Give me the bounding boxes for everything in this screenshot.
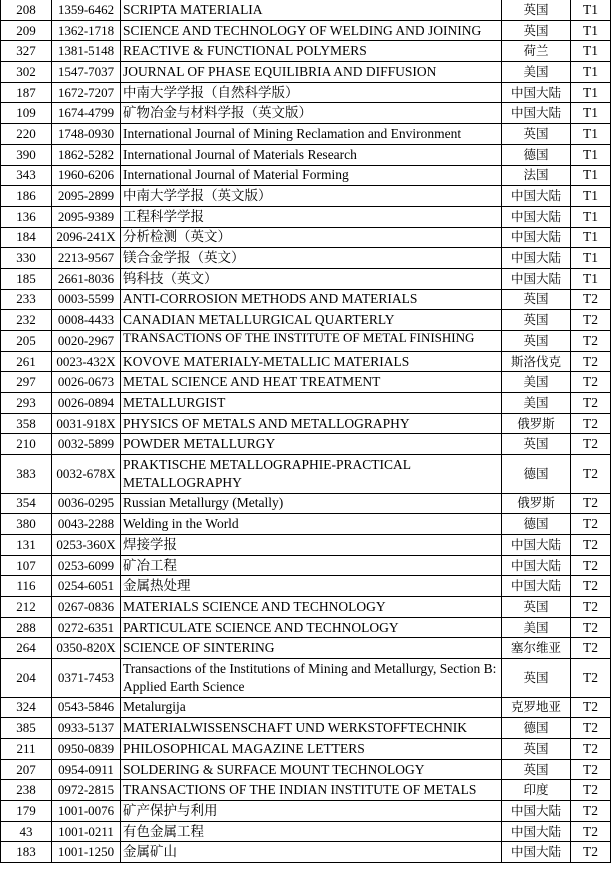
country-cell: 中国大陆 [502, 248, 571, 269]
tier-cell: T2 [571, 455, 611, 494]
rank-cell: 109 [1, 103, 52, 124]
tier-cell: T2 [571, 617, 611, 638]
journal-title-cell: 中南大学学报（自然科学版） [121, 82, 502, 103]
country-cell: 中国大陆 [502, 227, 571, 248]
journal-title-cell: 镁合金学报（英文） [121, 248, 502, 269]
rank-cell: 238 [1, 780, 52, 801]
tier-cell: T2 [571, 759, 611, 780]
journal-title-cell: Welding in the World [121, 514, 502, 535]
tier-cell: T2 [571, 659, 611, 698]
tier-cell: T1 [571, 124, 611, 145]
rank-cell: 107 [1, 555, 52, 576]
issn-cell: 1381-5148 [52, 41, 121, 62]
journal-title-cell: Metalurgija [121, 697, 502, 718]
issn-cell: 0003-5599 [52, 289, 121, 310]
rank-cell: 380 [1, 514, 52, 535]
rank-cell: 186 [1, 186, 52, 207]
journal-title-cell: PHILOSOPHICAL MAGAZINE LETTERS [121, 739, 502, 760]
tier-cell: T1 [571, 206, 611, 227]
rank-cell: 210 [1, 434, 52, 455]
issn-cell: 1748-0930 [52, 124, 121, 145]
issn-cell: 0023-432X [52, 351, 121, 372]
issn-cell: 2213-9567 [52, 248, 121, 269]
country-cell: 英国 [502, 20, 571, 41]
issn-cell: 1359-6462 [52, 0, 121, 20]
tier-cell: T2 [571, 535, 611, 556]
table-row [1, 165, 611, 186]
issn-cell: 1672-7207 [52, 82, 121, 103]
issn-cell: 1674-4799 [52, 103, 121, 124]
table-row [1, 351, 611, 372]
journal-title-cell: Russian Metallurgy (Metally) [121, 493, 502, 514]
country-cell: 德国 [502, 144, 571, 165]
issn-cell: 1862-5282 [52, 144, 121, 165]
rank-cell: 343 [1, 165, 52, 186]
issn-cell: 0253-6099 [52, 555, 121, 576]
rank-cell: 204 [1, 659, 52, 698]
journal-title-cell: Transactions of the Institutions of Mining and Metallurgy, Section B: Applied Earth Science [121, 659, 502, 698]
tier-cell: T1 [571, 82, 611, 103]
tier-cell: T2 [571, 289, 611, 310]
tier-cell: T1 [571, 0, 611, 20]
country-cell: 美国 [502, 617, 571, 638]
table-row [1, 393, 611, 414]
country-cell: 中国大陆 [502, 801, 571, 822]
journal-title-cell: MATERIALWISSENSCHAFT UND WERKSTOFFTECHNIK [121, 718, 502, 739]
journal-title-cell: 金属矿山 [121, 842, 502, 863]
country-cell: 中国大陆 [502, 268, 571, 289]
country-cell: 中国大陆 [502, 186, 571, 207]
rank-cell: 264 [1, 638, 52, 659]
table-row [1, 555, 611, 576]
issn-cell: 0371-7453 [52, 659, 121, 698]
issn-cell: 0026-0894 [52, 393, 121, 414]
journal-title-cell: SOLDERING & SURFACE MOUNT TECHNOLOGY [121, 759, 502, 780]
tier-cell: T2 [571, 413, 611, 434]
table-row [1, 82, 611, 103]
table-row [1, 576, 611, 597]
rank-cell: 43 [1, 821, 52, 842]
country-cell: 美国 [502, 372, 571, 393]
issn-cell: 0020-2967 [52, 331, 121, 352]
table-row [1, 659, 611, 698]
journal-title-cell: ANTI-CORROSION METHODS AND MATERIALS [121, 289, 502, 310]
country-cell: 中国大陆 [502, 821, 571, 842]
table-row [1, 331, 611, 352]
issn-cell: 1362-1718 [52, 20, 121, 41]
table-row [1, 514, 611, 535]
issn-cell: 0267-0836 [52, 597, 121, 618]
tier-cell: T2 [571, 434, 611, 455]
rank-cell: 330 [1, 248, 52, 269]
table-row [1, 617, 611, 638]
issn-cell: 0933-5137 [52, 718, 121, 739]
journal-table-body [1, 0, 611, 863]
issn-cell: 0032-5899 [52, 434, 121, 455]
tier-cell: T1 [571, 41, 611, 62]
issn-cell: 0272-6351 [52, 617, 121, 638]
tier-cell: T2 [571, 351, 611, 372]
rank-cell: 288 [1, 617, 52, 638]
journal-title-cell: PRAKTISCHE METALLOGRAPHIE-PRACTICAL METALLOGRAPHY [121, 455, 502, 494]
tier-cell: T1 [571, 268, 611, 289]
journal-title-cell: METAL SCIENCE AND HEAT TREATMENT [121, 372, 502, 393]
country-cell: 德国 [502, 718, 571, 739]
country-cell: 德国 [502, 455, 571, 494]
rank-cell: 208 [1, 0, 52, 20]
table-row [1, 413, 611, 434]
country-cell: 英国 [502, 739, 571, 760]
country-cell: 中国大陆 [502, 576, 571, 597]
rank-cell: 293 [1, 393, 52, 414]
table-row [1, 638, 611, 659]
tier-cell: T1 [571, 165, 611, 186]
rank-cell: 220 [1, 124, 52, 145]
issn-cell: 0350-820X [52, 638, 121, 659]
journal-title-cell: 分析检测（英文） [121, 227, 502, 248]
country-cell: 英国 [502, 597, 571, 618]
country-cell: 英国 [502, 310, 571, 331]
issn-cell: 2095-9389 [52, 206, 121, 227]
journal-title-cell: International Journal of Mining Reclamation and Environment [121, 124, 502, 145]
journal-title-cell: SCRIPTA MATERIALIA [121, 0, 502, 20]
tier-cell: T1 [571, 186, 611, 207]
tier-cell: T2 [571, 576, 611, 597]
tier-cell: T2 [571, 331, 611, 352]
rank-cell: 261 [1, 351, 52, 372]
table-row [1, 801, 611, 822]
tier-cell: T1 [571, 20, 611, 41]
issn-cell: 0036-0295 [52, 493, 121, 514]
rank-cell: 187 [1, 82, 52, 103]
tier-cell: T2 [571, 372, 611, 393]
table-row [1, 103, 611, 124]
rank-cell: 302 [1, 62, 52, 83]
table-row [1, 227, 611, 248]
rank-cell: 205 [1, 331, 52, 352]
country-cell: 英国 [502, 434, 571, 455]
country-cell: 法国 [502, 165, 571, 186]
table-row [1, 493, 611, 514]
journal-title-cell: MATERIALS SCIENCE AND TECHNOLOGY [121, 597, 502, 618]
table-row [1, 718, 611, 739]
journal-title-cell: POWDER METALLURGY [121, 434, 502, 455]
table-row [1, 268, 611, 289]
rank-cell: 354 [1, 493, 52, 514]
country-cell: 中国大陆 [502, 555, 571, 576]
tier-cell: T2 [571, 718, 611, 739]
issn-cell: 2096-241X [52, 227, 121, 248]
tier-cell: T2 [571, 555, 611, 576]
issn-cell: 1960-6206 [52, 165, 121, 186]
journal-title-cell: KOVOVE MATERIALY-METALLIC MATERIALS [121, 351, 502, 372]
country-cell: 塞尔维亚 [502, 638, 571, 659]
journal-title-cell: TRANSACTIONS OF THE INDIAN INSTITUTE OF METALS [121, 780, 502, 801]
tier-cell: T2 [571, 393, 611, 414]
journal-title-cell: PHYSICS OF METALS AND METALLOGRAPHY [121, 413, 502, 434]
journal-title-cell: 工程科学学报 [121, 206, 502, 227]
journal-title-cell: SCIENCE AND TECHNOLOGY OF WELDING AND JOINING [121, 20, 502, 41]
rank-cell: 233 [1, 289, 52, 310]
rank-cell: 390 [1, 144, 52, 165]
tier-cell: T2 [571, 780, 611, 801]
tier-cell: T1 [571, 62, 611, 83]
journal-title-cell: TRANSACTIONS OF THE INSTITUTE OF METAL FINISHING [121, 331, 502, 352]
rank-cell: 385 [1, 718, 52, 739]
tier-cell: T1 [571, 248, 611, 269]
issn-cell: 0008-4433 [52, 310, 121, 331]
table-row [1, 41, 611, 62]
country-cell: 中国大陆 [502, 842, 571, 863]
tier-cell: T2 [571, 697, 611, 718]
issn-cell: 0026-0673 [52, 372, 121, 393]
journal-title-cell: METALLURGIST [121, 393, 502, 414]
rank-cell: 179 [1, 801, 52, 822]
country-cell: 美国 [502, 62, 571, 83]
tier-cell: T2 [571, 842, 611, 863]
journal-title-cell: 矿物冶金与材料学报（英文版） [121, 103, 502, 124]
tier-cell: T2 [571, 310, 611, 331]
rank-cell: 136 [1, 206, 52, 227]
tier-cell: T2 [571, 514, 611, 535]
issn-cell: 0972-2815 [52, 780, 121, 801]
country-cell: 中国大陆 [502, 82, 571, 103]
table-row [1, 455, 611, 494]
rank-cell: 327 [1, 41, 52, 62]
issn-cell: 0032-678X [52, 455, 121, 494]
rank-cell: 185 [1, 268, 52, 289]
issn-cell: 1001-0211 [52, 821, 121, 842]
tier-cell: T1 [571, 103, 611, 124]
country-cell: 克罗地亚 [502, 697, 571, 718]
rank-cell: 358 [1, 413, 52, 434]
country-cell: 印度 [502, 780, 571, 801]
table-row [1, 697, 611, 718]
issn-cell: 0253-360X [52, 535, 121, 556]
issn-cell: 2661-8036 [52, 268, 121, 289]
table-row [1, 597, 611, 618]
rank-cell: 211 [1, 739, 52, 760]
journal-title-cell: JOURNAL OF PHASE EQUILIBRIA AND DIFFUSION [121, 62, 502, 83]
table-row [1, 186, 611, 207]
table-row [1, 434, 611, 455]
issn-cell: 1001-1250 [52, 842, 121, 863]
country-cell: 德国 [502, 514, 571, 535]
tier-cell: T2 [571, 801, 611, 822]
issn-cell: 0954-0911 [52, 759, 121, 780]
country-cell: 中国大陆 [502, 535, 571, 556]
journal-title-cell: REACTIVE & FUNCTIONAL POLYMERS [121, 41, 502, 62]
rank-cell: 131 [1, 535, 52, 556]
table-row [1, 144, 611, 165]
issn-cell: 1547-7037 [52, 62, 121, 83]
journal-title-cell: 有色金属工程 [121, 821, 502, 842]
country-cell: 美国 [502, 393, 571, 414]
rank-cell: 297 [1, 372, 52, 393]
table-row [1, 310, 611, 331]
journal-title-cell: International Journal of Material Forming [121, 165, 502, 186]
issn-cell: 0950-0839 [52, 739, 121, 760]
table-row [1, 759, 611, 780]
country-cell: 英国 [502, 289, 571, 310]
journal-title-cell: 金属热处理 [121, 576, 502, 597]
tier-cell: T2 [571, 739, 611, 760]
issn-cell: 2095-2899 [52, 186, 121, 207]
table-row [1, 289, 611, 310]
journal-title-cell: 钨科技（英文） [121, 268, 502, 289]
rank-cell: 324 [1, 697, 52, 718]
issn-cell: 0043-2288 [52, 514, 121, 535]
country-cell: 英国 [502, 0, 571, 20]
table-row [1, 535, 611, 556]
tier-cell: T1 [571, 227, 611, 248]
table-row [1, 20, 611, 41]
table-row [1, 821, 611, 842]
table-row [1, 124, 611, 145]
country-cell: 中国大陆 [502, 103, 571, 124]
country-cell: 俄罗斯 [502, 493, 571, 514]
journal-title-cell: International Journal of Materials Research [121, 144, 502, 165]
country-cell: 中国大陆 [502, 206, 571, 227]
journal-title-cell: 中南大学学报（英文版） [121, 186, 502, 207]
table-row [1, 62, 611, 83]
table-row [1, 739, 611, 760]
journal-title-cell: 矿冶工程 [121, 555, 502, 576]
journal-title-cell: CANADIAN METALLURGICAL QUARTERLY [121, 310, 502, 331]
country-cell: 斯洛伐克 [502, 351, 571, 372]
table-row [1, 248, 611, 269]
table-row [1, 206, 611, 227]
table-row [1, 842, 611, 863]
tier-cell: T1 [571, 144, 611, 165]
tier-cell: T2 [571, 821, 611, 842]
journal-title-cell: 矿产保护与利用 [121, 801, 502, 822]
rank-cell: 116 [1, 576, 52, 597]
rank-cell: 183 [1, 842, 52, 863]
country-cell: 英国 [502, 659, 571, 698]
journal-title-cell: PARTICULATE SCIENCE AND TECHNOLOGY [121, 617, 502, 638]
country-cell: 俄罗斯 [502, 413, 571, 434]
issn-cell: 0543-5846 [52, 697, 121, 718]
rank-cell: 207 [1, 759, 52, 780]
table-row [1, 780, 611, 801]
rank-cell: 232 [1, 310, 52, 331]
issn-cell: 0254-6051 [52, 576, 121, 597]
table-row [1, 0, 611, 20]
rank-cell: 212 [1, 597, 52, 618]
journal-title-cell: SCIENCE OF SINTERING [121, 638, 502, 659]
table-row [1, 372, 611, 393]
tier-cell: T2 [571, 493, 611, 514]
country-cell: 荷兰 [502, 41, 571, 62]
rank-cell: 383 [1, 455, 52, 494]
rank-cell: 184 [1, 227, 52, 248]
rank-cell: 209 [1, 20, 52, 41]
country-cell: 英国 [502, 759, 571, 780]
issn-cell: 1001-0076 [52, 801, 121, 822]
issn-cell: 0031-918X [52, 413, 121, 434]
tier-cell: T2 [571, 638, 611, 659]
tier-cell: T2 [571, 597, 611, 618]
country-cell: 英国 [502, 331, 571, 352]
journal-title-cell: 焊接学报 [121, 535, 502, 556]
country-cell: 英国 [502, 124, 571, 145]
